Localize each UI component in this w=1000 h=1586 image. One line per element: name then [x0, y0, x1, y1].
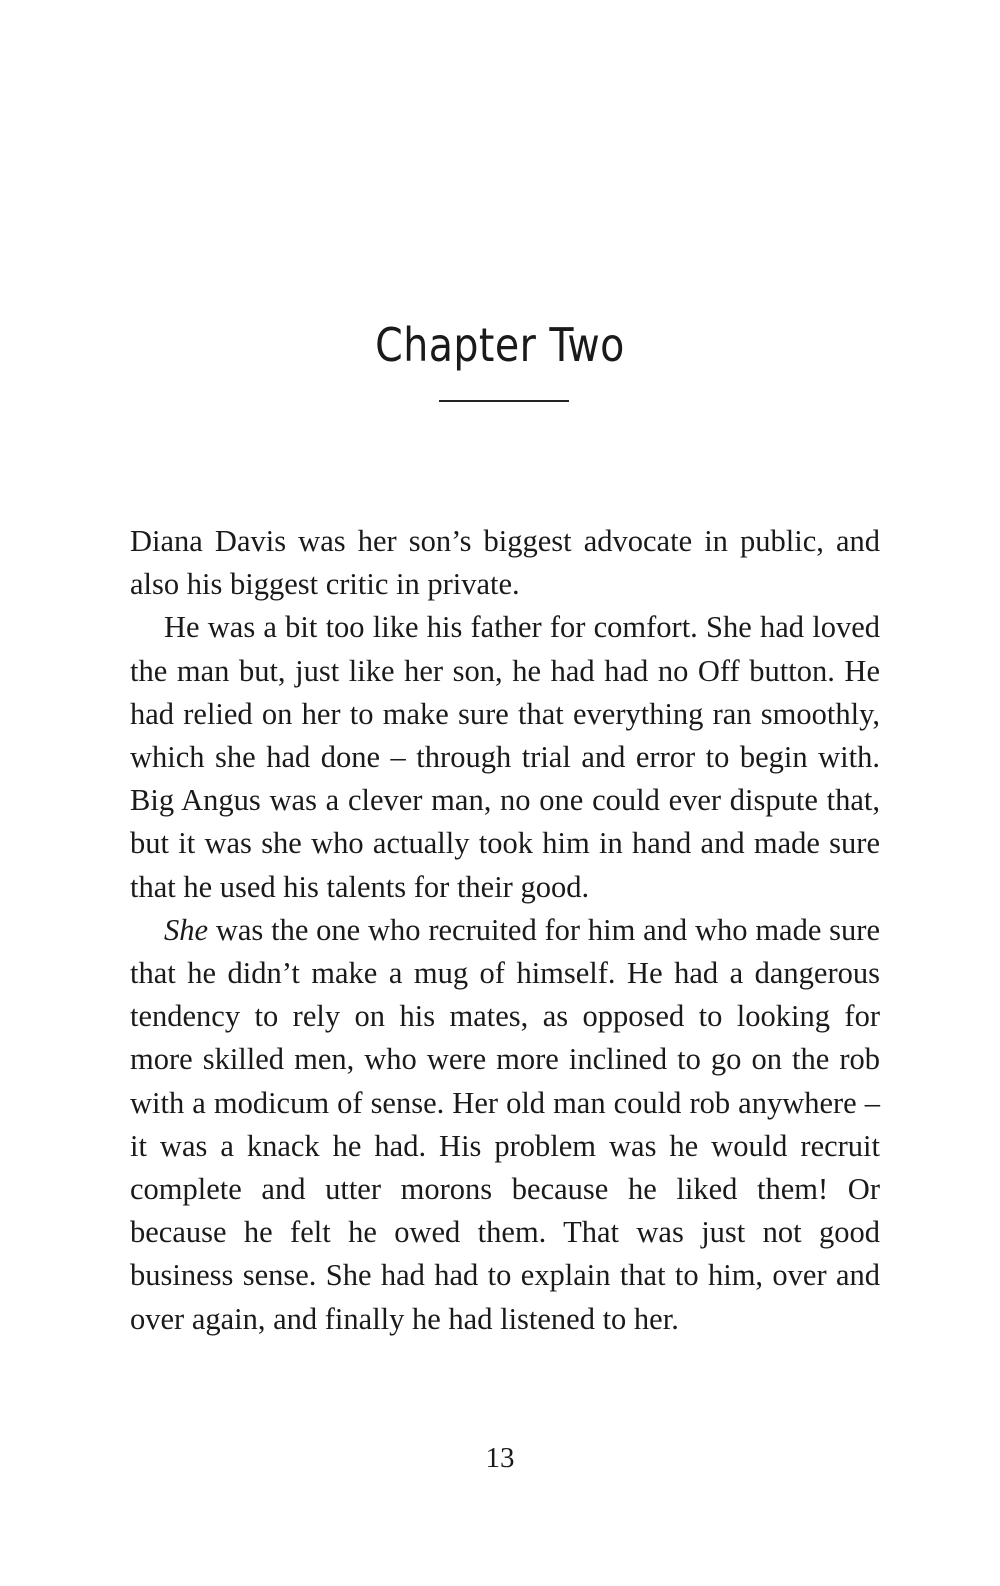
paragraph-2-text: He was a bit too like his father for comfort. She had loved the man but, just like her son, he had had no Off button. He had relied on her to make sure that everything ran smoothly, which she had done – through trial and error to begin with. Big Angus was a clever man, no one could ever dispute that, but it was she who actually took him in hand and made sure that he used his talents for their good.: [130, 610, 880, 904]
paragraph-1-text: Diana Davis was her son’s biggest advocate in public, and also his biggest critic in private.: [130, 524, 880, 602]
paragraph-3: [130, 909, 880, 1341]
paragraph-3-text: was the one who recruited for him and who made sure that he didn’t make a mug of himself. He had a dangerous tendency to rely on his mates, as opposed to looking for more skilled men, who were more inclined to go on the rob with a modicum of sense. Her old man could rob anywhere – it was a knack he had. His problem was he would recruit complete and utter morons because he liked them! Or because he felt he owed them. That was just not good business sense. She had had to explain that to him, over and over again, and finally he had listened to her.: [130, 912, 880, 1336]
chapter-title: Chapter Two: [375, 318, 625, 372]
paragraph-1: [130, 520, 880, 606]
page-number: 13: [485, 1442, 515, 1474]
paragraph-2: [130, 606, 880, 908]
paragraph-3-italic-lead: She: [164, 912, 209, 947]
body-text: [130, 520, 880, 1341]
title-underline-rule: [439, 400, 569, 402]
